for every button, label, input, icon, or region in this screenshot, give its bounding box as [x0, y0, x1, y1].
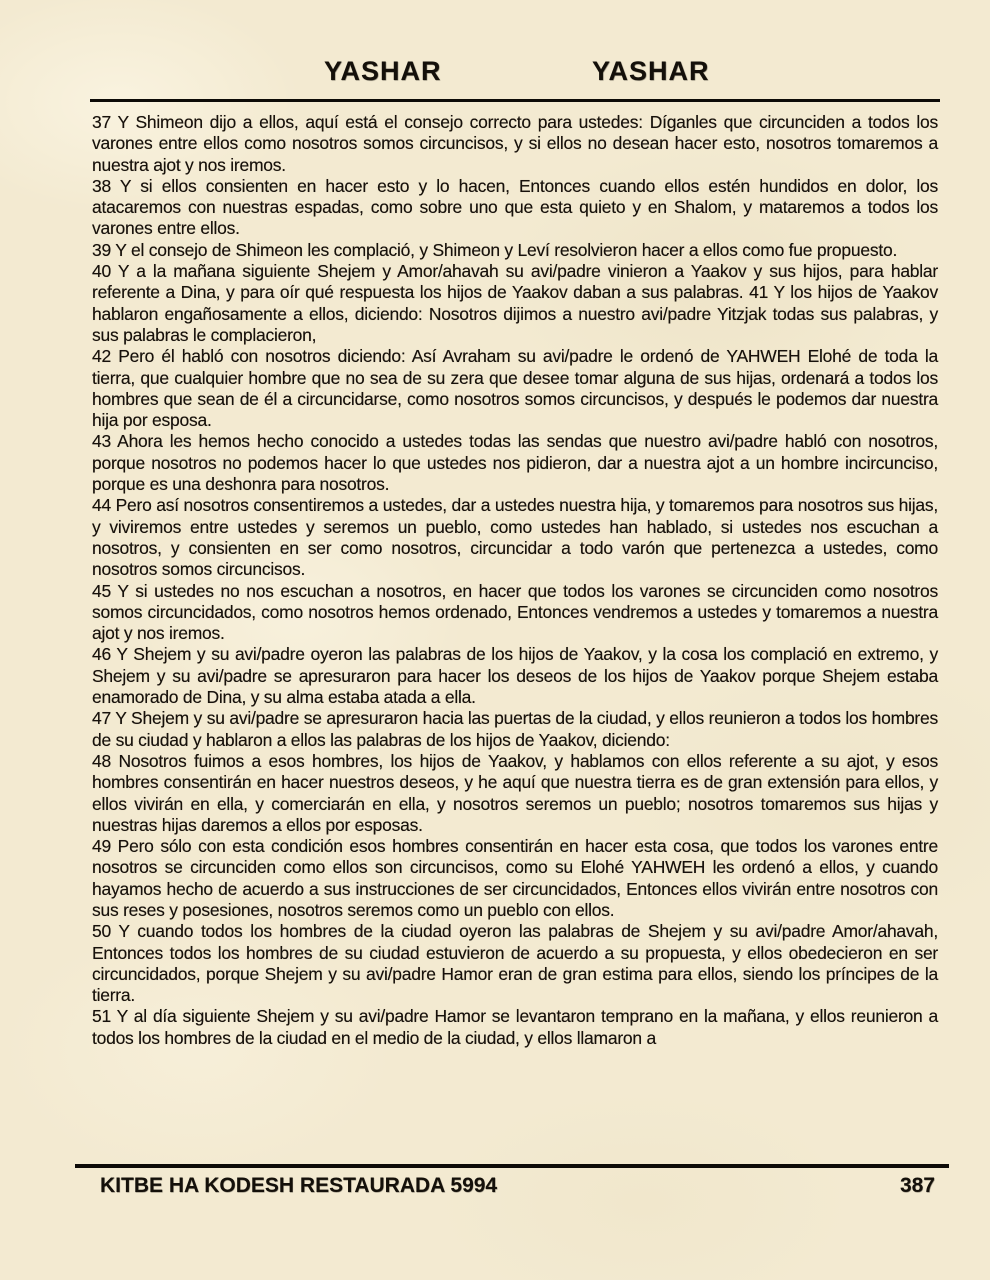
verse-paragraph: 47 Y Shejem y su avi/padre se apresuraron hacia las puertas de la ciudad, y ellos reunieron a todos los hombres de su ciudad y hablaron a ellos las palabras de los hijos de Yaakov, diciendo: [92, 708, 938, 750]
verse-paragraph: 40 Y a la mañana siguiente Shejem y Amor/ahavah su avi/padre vinieron a Yaakov y sus hijos, para hablar referente a Dina, y para oír qué respuesta los hijos de Yaakov daban a sus palabras. 41 Y los hijos de Yaakov hablaron engañosamente a ellos, diciendo: Nosotros dijimos a nuestro avi/padre Yitzjak todas sus palabras, y sus palabras le complacieron, [92, 261, 938, 345]
verse-paragraph: 48 Nosotros fuimos a esos hombres, los hijos de Yaakov, y hablamos con ellos referente a su ajot, y esos hombres consentirán en hacer nuestros deseos, y he aquí que nuestra tierra es de gran extensión para ellos, y ellos vivirán en ella, y comerciarán en ella, y nosotros seremos un pueblo; nosotros tomaremos sus hijas y nuestras hijas daremos a ellos por esposas. [92, 750, 938, 835]
verse-paragraph: 43 Ahora les hemos hecho conocido a ustedes todas las sendas que nuestro avi/padre habló con nosotros, porque nosotros no podemos hacer lo que ustedes nos pidieron, dar a nuestra ajot a un hombre incircunciso, porque es una deshonra para nosotros. [92, 431, 938, 495]
verse-paragraph: 49 Pero sólo con esta condición esos hombres consentirán en hacer esta cosa, que todos los varones entre nosotros se circunciden como ellos son circuncisos, como su Elohé YAHWEH les ordenó a ellos, y cuando hayamos hecho de acuerdo a sus instrucciones de ser circuncidados, Entonces ellos vivirán entre nosotros con sus reses y posesiones, nosotros seremos como un pueblo con ellos. [92, 836, 938, 920]
verse-paragraph: 46 Y Shejem y su avi/padre oyeron las palabras de los hijos de Yaakov, y la cosa los complació en extremo, y Shejem y su avi/padre se apresuraron para hacer los deseos de los hijos de Yaakov porque Shejem estaba enamorado de Dina, y su alma estaba atada a ella. [92, 644, 938, 708]
header-rule [90, 99, 940, 102]
footer-rule [75, 1164, 949, 1168]
running-head-left: YASHAR [324, 56, 442, 86]
verse-text-block [92, 112, 938, 1049]
footer-book-title: KITBE HA KODESH RESTAURADA 5994 [100, 1174, 498, 1197]
footer-page-number: 387 [899, 1174, 935, 1197]
verse-paragraph: 37 Y Shimeon dijo a ellos, aquí está el consejo correcto para ustedes: Díganles que circunciden a todos los varones entre ellos como nosotros somos circuncisos, y si ellos no desean hacer esto, nosotros tomaremos a nuestra ajot y nos iremos. [92, 112, 938, 175]
verse-paragraph: 44 Pero así nosotros consentiremos a ustedes, dar a ustedes nuestra hija, y tomaremos para nosotros sus hijas, y viviremos entre ustedes y seremos un pueblo, como ustedes han hablado, si ustedes nos escuchan a nosotros, y consienten en ser como nosotros, circuncidar a todo varón que pertenezca a ustedes, como nosotros somos circuncisos. [92, 495, 938, 580]
verse-paragraph: 51 Y al día siguiente Shejem y su avi/padre Hamor se levantaron temprano en la mañana, y ellos reunieron a todos los hombres de la ciudad en el medio de la ciudad, y ellos llamaron a [92, 1006, 938, 1048]
verse-paragraph: 50 Y cuando todos los hombres de la ciudad oyeron las palabras de Shejem y su avi/padre Amor/ahavah, Entonces todos los hombres de su ciudad estuvieron de acuerdo a su propuesta, y ellos obedecieron en ser circuncidados, porque Shejem y su avi/padre Hamor eran de gran estima para ellos, siendo los príncipes de la tierra. [92, 921, 938, 1006]
page-header [0, 56, 990, 90]
verse-paragraph: 39 Y el consejo de Shimeon les complació, y Shimeon y Leví resolvieron hacer a ellos como fue propuesto. [92, 239, 898, 260]
verse-paragraph: 45 Y si ustedes no nos escuchan a nosotros, en hacer que todos los varones se circunciden como nosotros somos circuncidados, como nosotros hemos ordenado, Entonces vendremos a ustedes y tomaremos a nuestra ajot y nos iremos. [92, 580, 938, 644]
verse-paragraph: 38 Y si ellos consienten en hacer esto y lo hacen, Entonces cuando ellos estén hundidos en dolor, los atacaremos con nuestras espadas, como sobre uno que esta quieto y en Shalom, y mataremos a todos los varones entre ellos. [92, 175, 938, 239]
running-head-right: YASHAR [592, 56, 710, 86]
verse-paragraph: 42 Pero él habló con nosotros diciendo: Así Avraham su avi/padre le ordenó de YAHWEH Elohé de toda la tierra, que cualquier hombre que no sea de su zera que desee tomar alguna de sus hijas, ordenará a todos los hombres que sean de él a circuncidarse, como nosotros somos circuncisos, y después le podemos dar nuestra hija por esposa. [92, 346, 938, 431]
page-footer [100, 1174, 935, 1198]
